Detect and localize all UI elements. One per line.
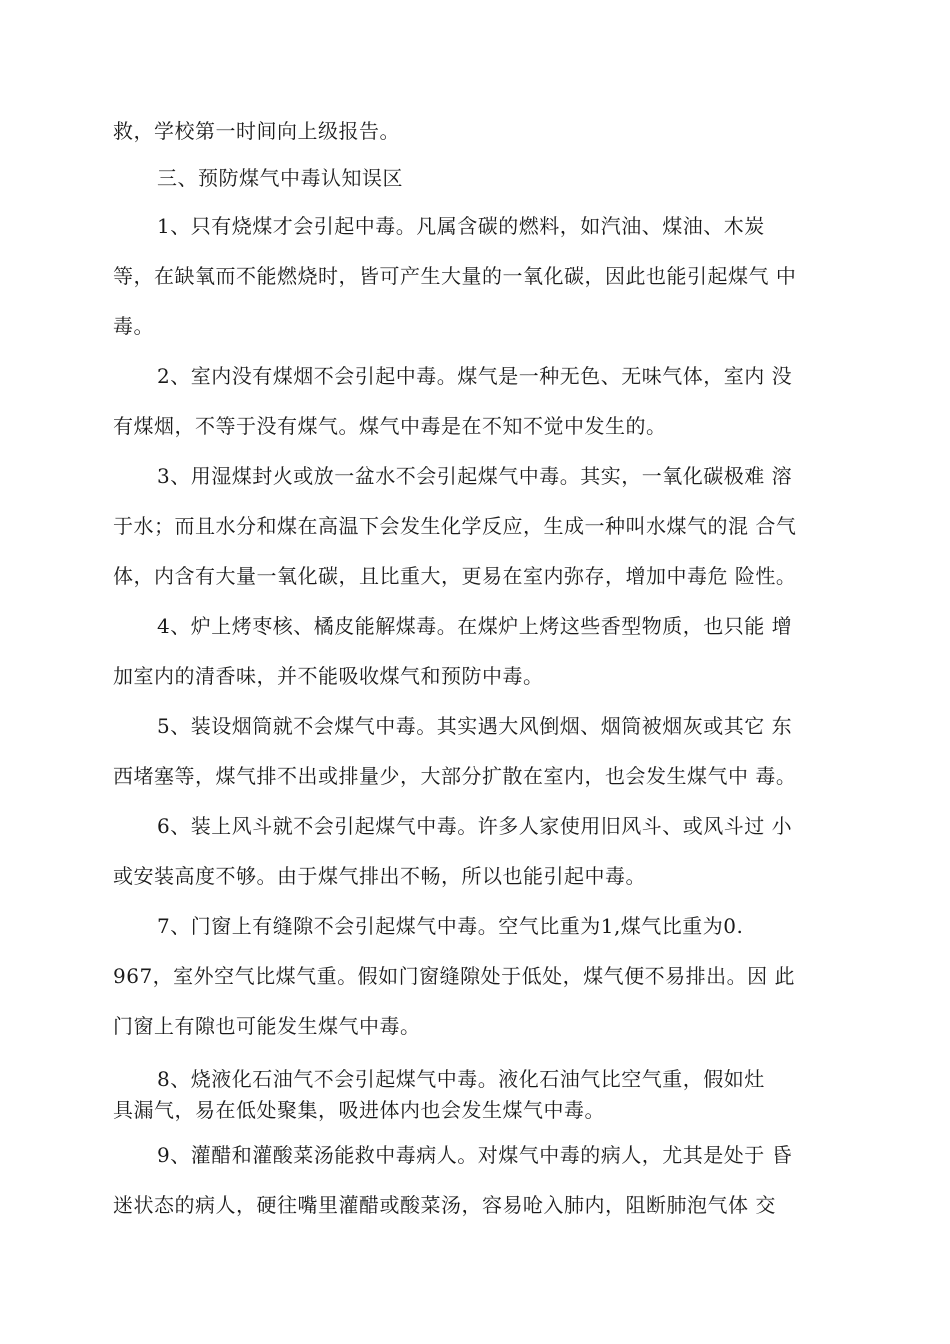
text-line: 西堵塞等，煤气排不出或排量少，大部分扩散在室内，也会发生煤气中 毒。 [113, 764, 797, 788]
text-line: 或安装高度不够。由于煤气排出不畅，所以也能引起中毒。 [113, 864, 646, 888]
text-line: 3、用湿煤封火或放一盆水不会引起煤气中毒。其实，一氧化碳极难 溶 [157, 464, 793, 488]
text-line: 9、灌醋和灌酸菜汤能救中毒病人。对煤气中毒的病人，尤其是处于 昏 [157, 1143, 793, 1167]
text-line: 迷状态的病人，硬往嘴里灌醋或酸菜汤，容易呛入肺内，阻断肺泡气体 交 [113, 1193, 776, 1217]
text-line: 等，在缺氧而不能燃烧时，皆可产生大量的一氧化碳，因此也能引起煤气 中 [113, 264, 797, 288]
text-line: 有煤烟，不等于没有煤气。煤气中毒是在不知不觉中发生的。 [113, 414, 667, 438]
text-line: 门窗上有隙也可能发生煤气中毒。 [113, 1014, 421, 1038]
text-line: 4、炉上烤枣核、橘皮能解煤毒。在煤炉上烤这些香型物质，也只能 增 [157, 614, 793, 638]
text-line: 5、装设烟筒就不会煤气中毒。其实遇大风倒烟、烟筒被烟灰或其它 东 [157, 714, 793, 738]
text-line: 7、门窗上有缝隙不会引起煤气中毒。空气比重为1,煤气比重为0. [157, 914, 744, 938]
text-line: 8、烧液化石油气不会引起煤气中毒。液化石油气比空气重，假如灶 [157, 1067, 765, 1091]
text-line: 体，内含有大量一氧化碳，且比重大，更易在室内弥存，增加中毒危 险性。 [113, 564, 797, 588]
text-line: 967，室外空气比煤气重。假如门窗缝隙处于低处，煤气便不易排出。因 此 [113, 964, 796, 988]
text-line: 具漏气，易在低处聚集，吸进体内也会发生煤气中毒。 [113, 1098, 605, 1122]
text-line: 2、室内没有煤烟不会引起中毒。煤气是一种无色、无味气体，室内 没 [157, 364, 793, 388]
text-line: 于水；而且水分和煤在高温下会发生化学反应，生成一种叫水煤气的混 合气 [113, 514, 797, 538]
text-line: 加室内的清香味，并不能吸收煤气和预防中毒。 [113, 664, 544, 688]
text-line: 救，学校第一时间向上级报告。 [113, 119, 400, 143]
section-heading: 三、预防煤气中毒认知误区 [157, 166, 403, 190]
text-line: 1、只有烧煤才会引起中毒。凡属含碳的燃料，如汽油、煤油、木炭 [157, 214, 765, 238]
text-line: 毒。 [113, 314, 154, 338]
text-line: 6、装上风斗就不会引起煤气中毒。许多人家使用旧风斗、或风斗过 小 [157, 814, 793, 838]
